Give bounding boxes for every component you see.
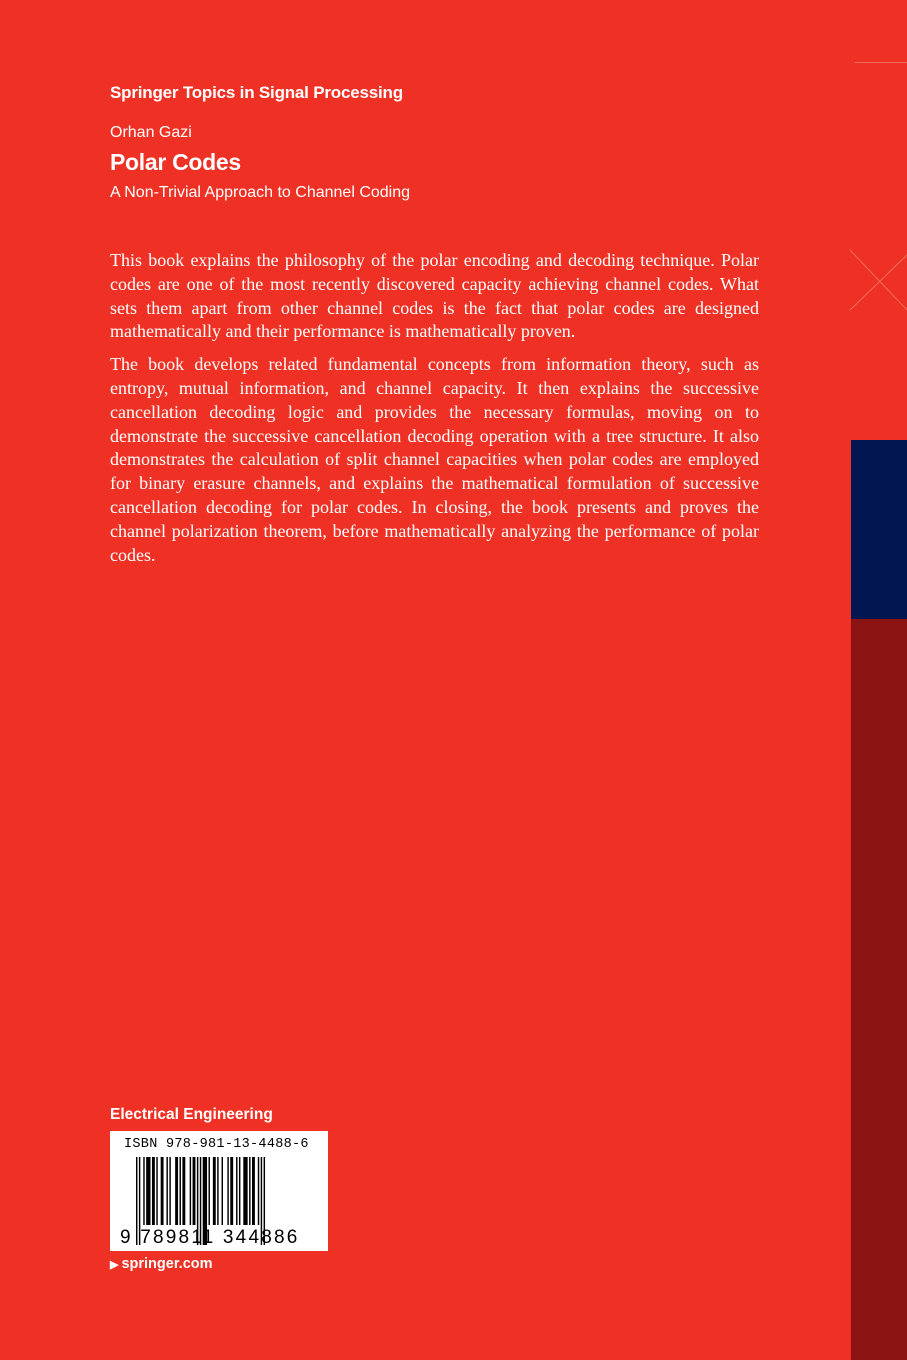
barcode-bar: [230, 1157, 233, 1225]
barcode-bar: [190, 1157, 191, 1225]
barcode-bar: [252, 1157, 255, 1225]
isbn-label: ISBN 978-981-13-4488-6: [124, 1137, 309, 1152]
barcode-bar: [152, 1157, 155, 1225]
website-label: springer.com: [121, 1256, 213, 1272]
series-name: Springer Topics in Signal Processing: [110, 83, 403, 102]
barcode-bar: [249, 1157, 250, 1225]
book-description: [110, 249, 759, 576]
barcode-bar: [213, 1157, 216, 1225]
spine-blue-band: [851, 440, 907, 619]
barcode-bar: [143, 1157, 144, 1225]
description-paragraph: The book develops related fundamental concepts from information theory, such as entropy, mutual information, and channel capacity. It then explains the successive cancellation decoding logic and provides the necessary formulas, moving on to demonstrate the successive cancellation decoding operation with a tree structure. It also demonstrates the calculation of split channel capacities when polar codes are employed for binary erasure channels, and explains the mathematical formulation of successive cancellation decoding for polar codes. In closing, the book presents and proves the channel polarization theorem, before mathematically analyzing the performance of polar codes.: [110, 354, 759, 565]
spine-dark-band: [851, 619, 907, 1360]
barcode-bar: [236, 1157, 237, 1225]
barcode-bar: [258, 1157, 259, 1225]
barcode-bar: [169, 1157, 170, 1225]
barcode-bar: [193, 1157, 196, 1225]
barcode-bar: [222, 1157, 223, 1225]
author-name: Orhan Gazi: [110, 124, 192, 141]
barcode-bar: [166, 1157, 167, 1225]
ean-digits: 9 789811 344886: [120, 1227, 300, 1248]
barcode-bar: [239, 1157, 240, 1225]
barcode-bar: [227, 1157, 228, 1225]
decorative-cross-lines: [840, 240, 907, 340]
subject-category: Electrical Engineering: [110, 1106, 273, 1123]
book-title: Polar Codes: [110, 149, 241, 175]
barcode-bar: [146, 1157, 150, 1225]
decorative-line: [855, 62, 907, 63]
publisher-website[interactable]: [110, 1256, 213, 1272]
arrow-right-icon: ▶: [110, 1259, 119, 1271]
description-paragraph: This book explains the philosophy of the polar encoding and decoding technique. Polar codes are one of the most recently discovered capacity achieving channel codes. What sets them apart from other channel codes is the fact that polar codes are designed mathematically and their performance is mathematically proven.: [110, 250, 759, 342]
barcode-bar: [209, 1157, 210, 1225]
barcode-bar: [156, 1157, 157, 1225]
barcode-bar: [161, 1157, 164, 1225]
barcode-bar: [175, 1157, 178, 1225]
barcode: [110, 1131, 328, 1251]
barcode-bar: [217, 1157, 218, 1225]
book-subtitle: A Non-Trivial Approach to Channel Coding: [110, 184, 411, 201]
barcode-bar: [180, 1157, 181, 1225]
barcode-bar: [243, 1157, 247, 1225]
barcode-bar: [182, 1157, 185, 1225]
